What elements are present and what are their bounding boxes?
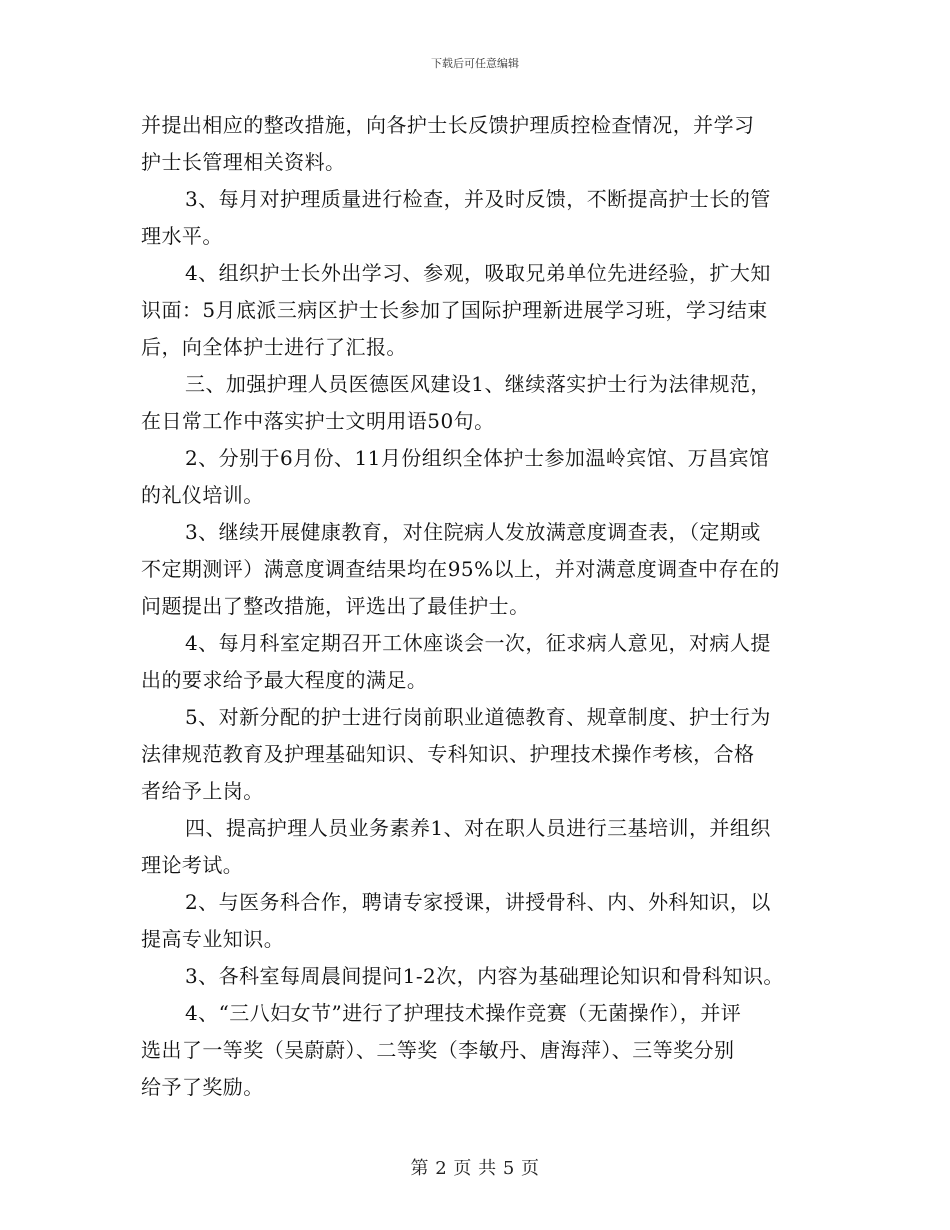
text-line: 选出了一等奖（吴蔚蔚）、二等奖（李敏丹、唐海萍）、三等奖分别 — [141, 1038, 735, 1062]
page-number-footer: 第 2 页 共 5 页 — [410, 1158, 540, 1179]
text-line: 提高专业知识。 — [141, 927, 285, 951]
text-line: 不定期测评）满意度调查结果均在95%以上，并对满意度调查中存在的 — [141, 557, 780, 581]
text-line: 4、组织护士长外出学习、参观，吸取兄弟单位先进经验，扩大知 — [185, 261, 771, 285]
text-line: 理水平。 — [141, 224, 223, 248]
text-line: 3、每月对护理质量进行检查，并及时反馈，不断提高护士长的管 — [185, 187, 771, 211]
text-line: 问题提出了整改措施，评选出了最佳护士。 — [141, 594, 530, 618]
section-heading-line: 四、提高护理人员业务素养1、对在职人员进行三基培训，并组织 — [185, 816, 771, 840]
text-line: 2、分别于6月份、11月份组织全体护士参加温岭宾馆、万昌宾馆 — [185, 446, 770, 470]
text-line: 法律规范教育及护理基础知识、专科知识、护理技术操作考核，合格 — [141, 742, 755, 766]
text-line: 的礼仪培训。 — [141, 483, 264, 507]
text-line: 4、“三八妇女节”进行了护理技术操作竞赛（无菌操作），并评 — [185, 1001, 742, 1025]
text-line: 护士长管理相关资料。 — [141, 150, 346, 174]
text-line: 出的要求给予最大程度的满足。 — [141, 668, 428, 692]
text-line: 识面：5月底派三病区护士长参加了国际护理新进展学习班，学习结束 — [141, 298, 768, 322]
text-line: 3、继续开展健康教育，对住院病人发放满意度调查表，（定期或 — [185, 520, 761, 544]
text-line: 2、与医务科合作，聘请专家授课，讲授骨科、内、外科知识，以 — [185, 890, 771, 914]
text-line: 并提出相应的整改措施，向各护士长反馈护理质控检查情况，并学习 — [141, 113, 755, 137]
body-text — [141, 107, 813, 1106]
text-line: 者给予上岗。 — [141, 779, 264, 803]
section-heading-line: 三、加强护理人员医德医风建设1、继续落实护士行为法律规范， — [185, 372, 771, 396]
text-line: 理论考试。 — [141, 853, 244, 877]
text-line: 给予了奖励。 — [141, 1075, 264, 1099]
text-line: 4、每月科室定期召开工休座谈会一次，征求病人意见，对病人提 — [185, 631, 771, 655]
text-line: 3、各科室每周晨间提问1-2次，内容为基础理论知识和骨科知识。 — [185, 964, 784, 988]
page-header-note: 下载后可任意编辑 — [431, 57, 519, 70]
text-line: 在日常工作中落实护士文明用语50句。 — [141, 409, 495, 433]
text-line: 后，向全体护士进行了汇报。 — [141, 335, 407, 359]
text-line: 5、对新分配的护士进行岗前职业道德教育、规章制度、护士行为 — [185, 705, 771, 729]
